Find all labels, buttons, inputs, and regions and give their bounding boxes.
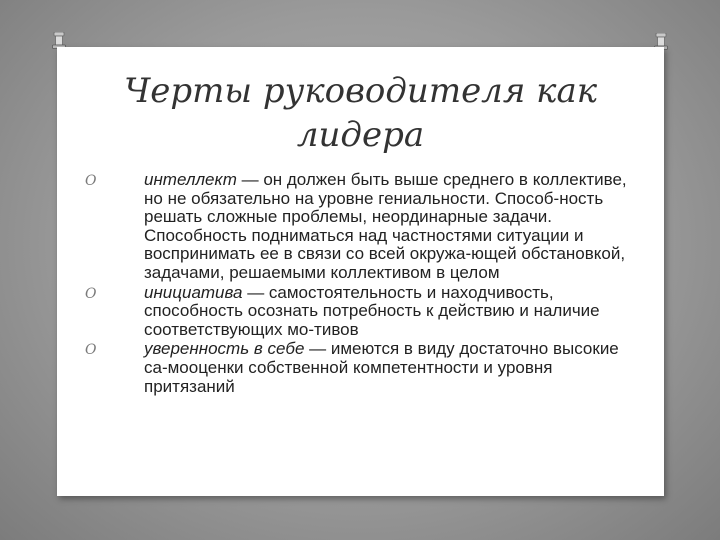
bullet-item-self-confidence [85,340,645,396]
bullet-marker: O [85,285,97,302]
bullet-item-intellect [85,171,645,283]
bullet-text: — он должен быть выше среднего в коллективе, но не обязательно на уровне гениальности. Способ-ность решать сложные проблемы, неординарные задачи. Способность подниматься над частностями ситуации и воспринимать ее в связи со всей окружа-ющей обстановкой, задачами, решаемыми коллективом в целом [144,170,627,282]
bullet-list [85,171,645,396]
slide-card [57,47,664,496]
bullet-term: инициатива [144,282,243,302]
bullet-term: уверенность в себе [144,339,305,359]
bullet-text: — самостоятельность и находчивость, способность осознать потребность к действию и наличие соответствующих мо-тивов [144,282,600,339]
bullet-text: — имеются в виду достаточно высокие са-мооценки собственной компетентности и уровня притязаний [144,339,619,396]
bullet-item-initiative [85,284,645,340]
slide-title [57,69,664,157]
bullet-marker: O [85,342,97,359]
bullet-term: интеллект [144,170,237,189]
bullet-marker: O [85,173,97,189]
slide-title-line-2: лидера [296,115,425,155]
slide-title-line-1: Черты руководителя как [123,71,598,111]
